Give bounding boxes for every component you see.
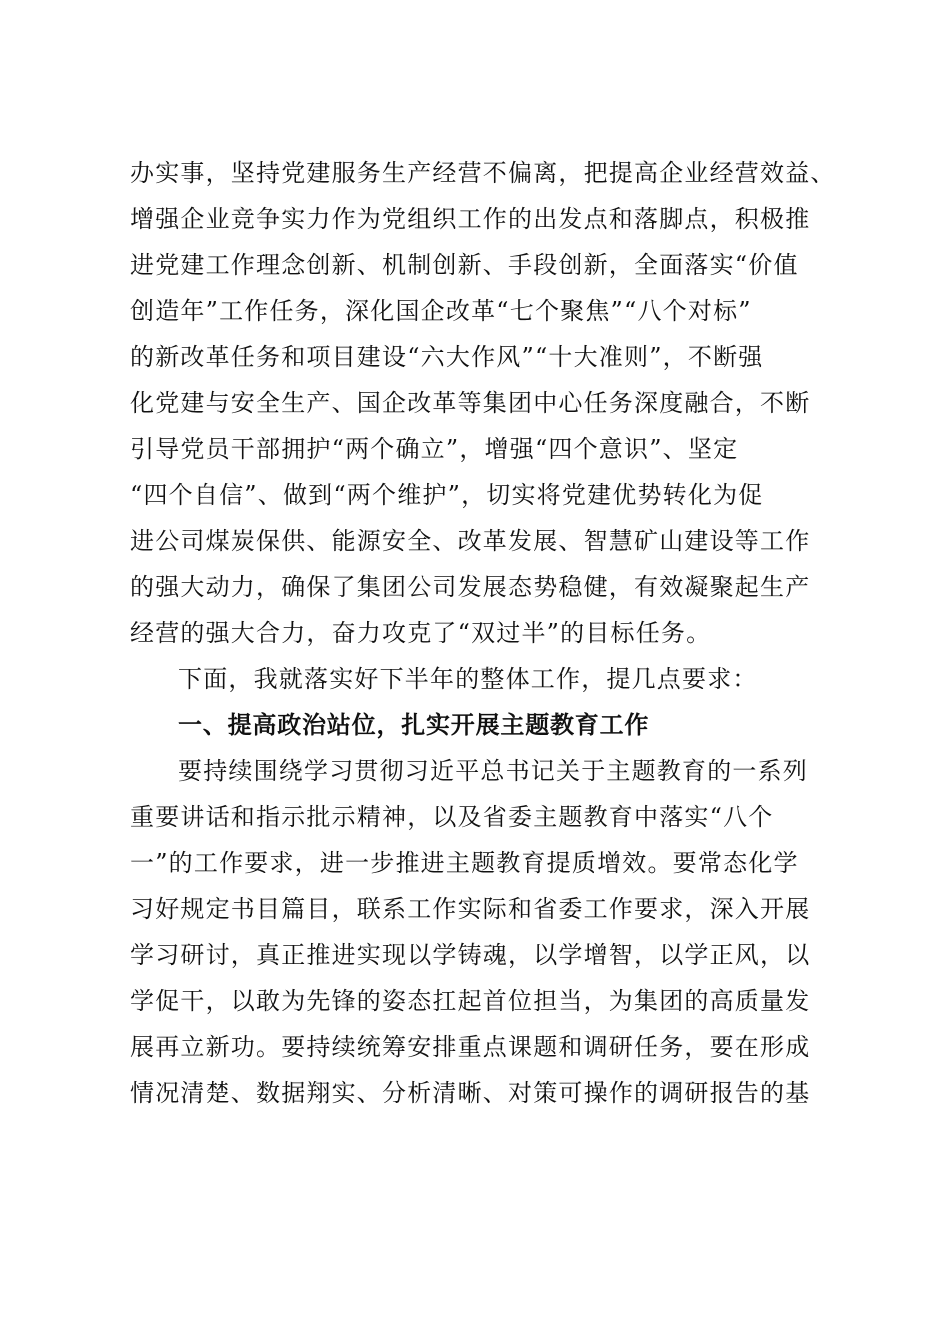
text-line: 要持续围绕学习贯彻习近平总书记关于主题教育的一系列 [178,757,808,785]
text-line: 一”的工作要求，进一步推进主题教育提质增效。要常态化学 [130,849,799,877]
text-line: 习好规定书目篇目，联系工作实际和省委工作要求，深入开展 [130,895,811,923]
text-line: 增强企业竞争实力作为党组织工作的出发点和落脚点，积极推 [130,205,811,233]
paragraph-intro: 下面，我就落实好下半年的整体工作，提几点要求： [178,665,758,693]
text-line: 的新改革任务和项目建设“六大作风”“十大准则”，不断强 [130,343,764,371]
text-line: “四个自信”、做到“两个维护”，切实将党建优势转化为促 [130,481,764,509]
paragraph-section-one [130,748,830,1116]
text-line: 学习研讨，真正推进实现以学铸魂，以学增智，以学正风，以 [130,941,811,969]
text-line: 进党建工作理念创新、机制创新、手段创新，全面落实“价值 [130,251,799,279]
text-line: 化党建与安全生产、国企改革等集团中心任务深度融合，不断 [130,389,811,417]
text-line: 的强大动力，确保了集团公司发展态势稳健，有效凝聚起生产 [130,573,811,601]
text-line: 展再立新功。要持续统筹安排重点课题和调研任务，要在形成 [130,1033,811,1061]
text-line: 重要讲话和指示批示精神，以及省委主题教育中落实“八个 [130,803,774,831]
text-line: 经营的强大合力，奋力攻克了“双过半”的目标任务。 [130,619,712,647]
section-heading: 一、提高政治站位，扎实开展主题教育工作 [178,711,650,739]
document-body [130,150,836,1116]
text-line: 学促干，以敢为先锋的姿态扛起首位担当，为集团的高质量发 [130,987,811,1015]
text-line: 创造年”工作任务，深化国企改革“七个聚焦”“八个对标” [130,297,752,325]
text-line: 情况清楚、数据翔实、分析清晰、对策可操作的调研报告的基 [130,1079,811,1107]
text-line: 引导党员干部拥护“两个确立”，增强“四个意识”、坚定 [130,435,739,463]
text-line: 进公司煤炭保供、能源安全、改革发展、智慧矿山建设等工作 [130,527,811,555]
text-line: 办实事，坚持党建服务生产经营不偏离，把提高企业经营效益、 [130,159,836,187]
paragraph-continuation [130,150,836,656]
